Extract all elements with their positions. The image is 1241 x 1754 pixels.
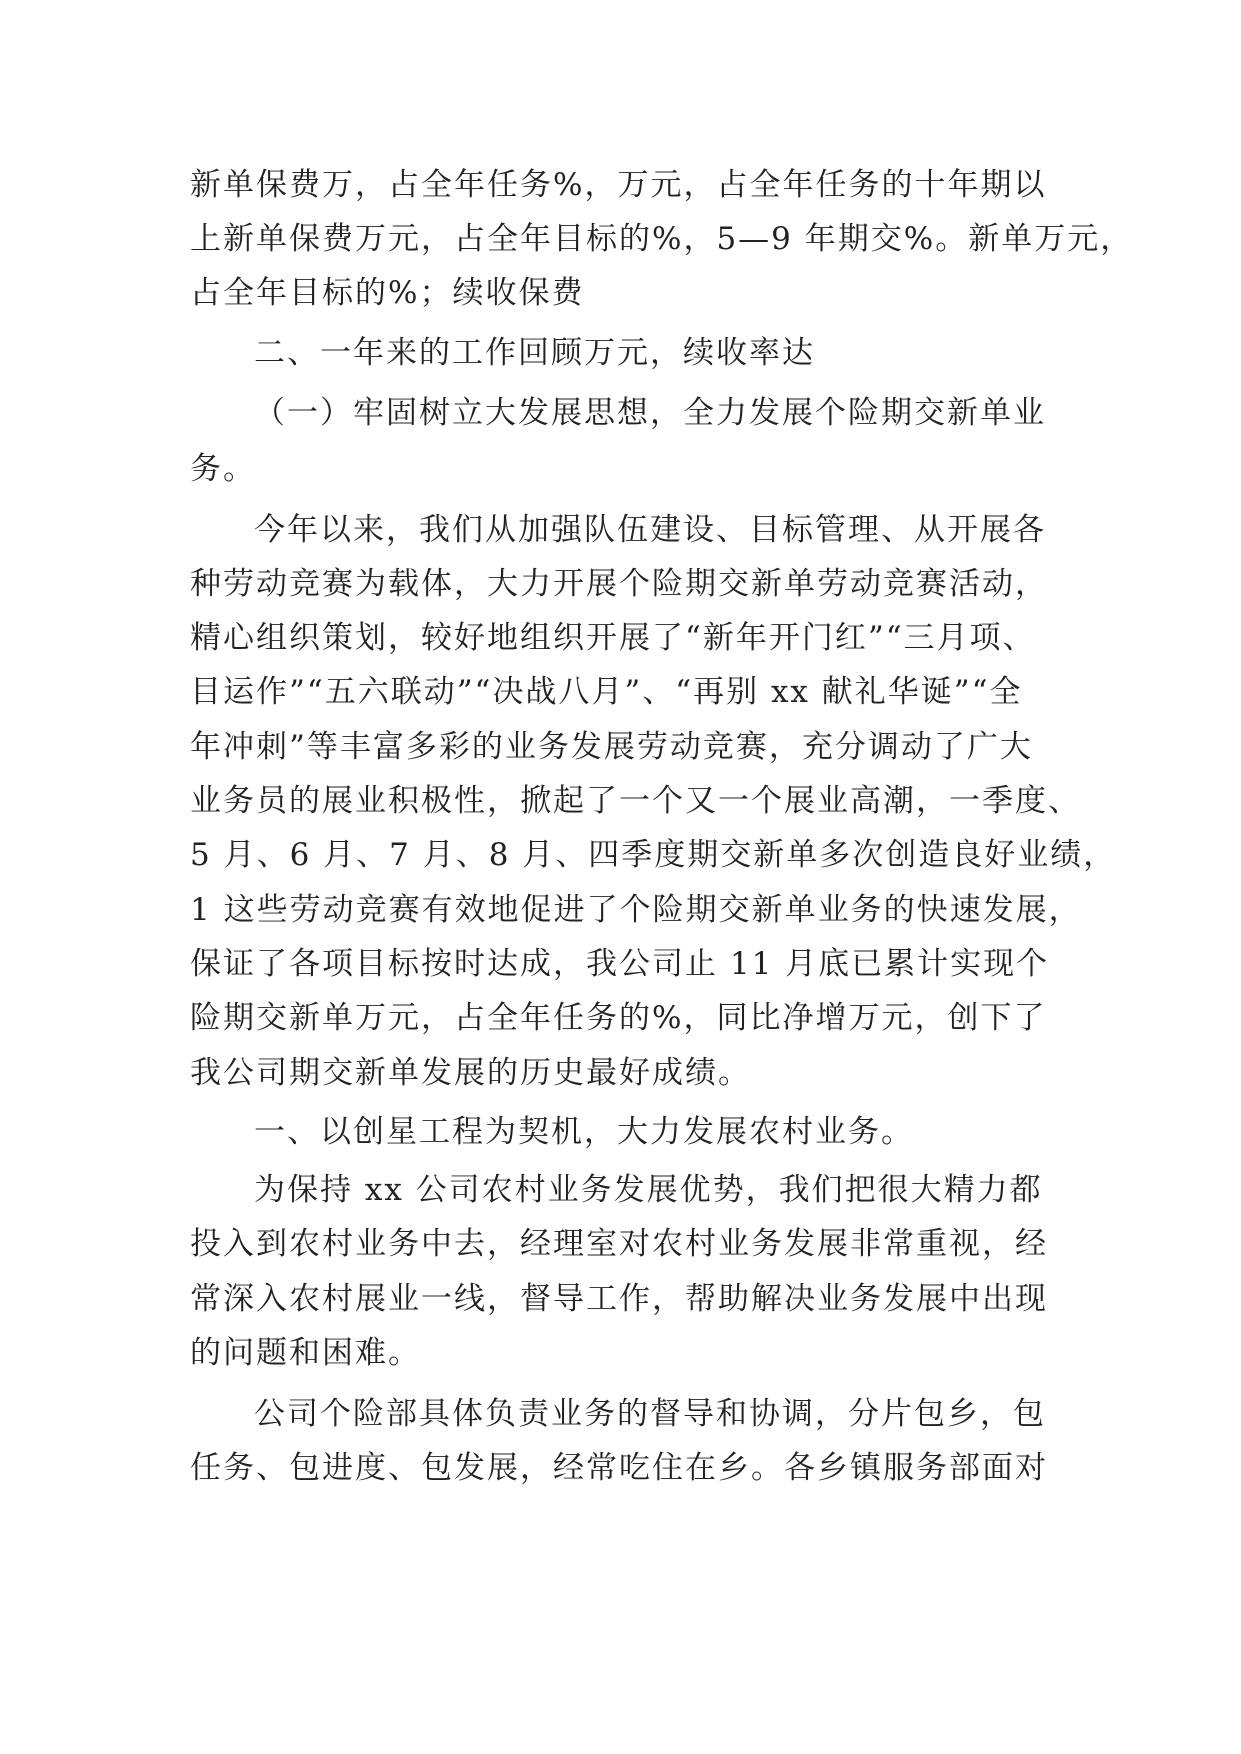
section-heading: 一、以创星工程为契机，大力发展农村业务。 <box>254 1114 914 1150</box>
text-line: 务。 <box>190 451 256 487</box>
section-heading: 二、一年来的工作回顾万元，续收率达 <box>254 335 815 371</box>
text-line: 我公司期交新单发展的历史最好成绩。 <box>190 1055 751 1091</box>
text-line: 种劳动竞赛为载体，大力开展个险期交新单劳动竞赛活动， <box>190 566 1048 602</box>
text-line: 业务员的展业积极性，掀起了一个又一个展业高潮，一季度、 <box>190 783 1081 819</box>
text-line: 占全年目标的%；续收保费 <box>190 275 585 311</box>
text-line: 年冲刺”等丰富多彩的业务发展劳动竞赛，充分调动了广大 <box>190 729 1033 765</box>
text-line: 保证了各项目标按时达成，我公司止 11 月底已累计实现个 <box>190 946 1050 982</box>
text-line: 公司个险部具体负责业务的督导和协调，分片包乡，包 <box>254 1396 1046 1432</box>
text-line: 任务、包进度、包发展，经常吃住在乡。各乡镇服务部面对 <box>190 1450 1048 1486</box>
text-line: 投入到农村业务中去，经理室对农村业务发展非常重视，经 <box>190 1226 1048 1262</box>
text-line: 常深入农村展业一线，督导工作，帮助解决业务发展中出现 <box>190 1281 1048 1317</box>
text-line: 今年以来，我们从加强队伍建设、目标管理、从开展各 <box>254 512 1046 548</box>
text-line: 险期交新单万元，占全年任务的%，同比净增万元，创下了 <box>190 1000 1047 1036</box>
text-line: 5 月、6 月、7 月、8 月、四季度期交新单多次创造良好业绩， <box>190 837 1117 873</box>
subsection-heading: （一）牢固树立大发展思想，全力发展个险期交新单业 <box>254 395 1046 431</box>
text-line: 的问题和困难。 <box>190 1335 421 1371</box>
text-line: 目运作”“五六联动”“决战八月”、“再别 xx 献礼华诞”“全 <box>190 674 1023 710</box>
text-line: 为保持 xx 公司农村业务发展优势，我们把很大精力都 <box>254 1172 1043 1208</box>
text-line: 新单保费万，占全年任务%，万元，占全年任务的十年期以 <box>190 167 1047 203</box>
text-line: 上新单保费万元，占全年目标的%，5—9 年期交%。新单万元， <box>190 221 1134 257</box>
text-line: 1 这些劳动竞赛有效地促进了个险期交新单业务的快速发展， <box>190 892 1082 928</box>
text-line: 精心组织策划，较好地组织开展了“新年开门红”“三月项、 <box>190 620 1036 656</box>
